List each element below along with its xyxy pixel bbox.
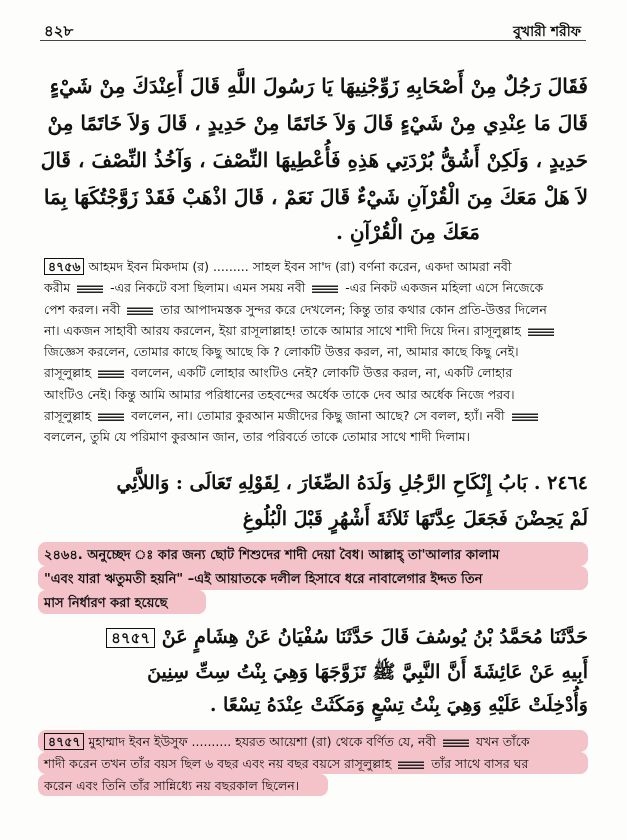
salutation-mark-icon <box>77 284 103 293</box>
bengali-line: জিজ্ঞেস করলেন, তোমার কাছে কিছু আছে কি ? লোকটি উত্তর করল, না, আমার কাছে কিছু নেই। <box>44 344 519 360</box>
arabic-line: قَالَ مَا عِنْدِي مِنْ شَيْءٍ قَالَ وَلاَ خَاتَمًا مِنْ حَدِيدٍ ، قَالَ وَلاَ خَاتَمًا مِنْ <box>47 111 588 135</box>
chapter-arabic-line: لَمْ يَحِضْنَ فَجَعَلَ عِدَّتَهَا ثَلاَثَةَ أَشْهُرٍ قَبْلَ الْبُلُوغِ <box>242 508 588 530</box>
bengali-line: বললেন, তুমি যে পরিমাণ কুরআন জান, তার পরিবর্তে তাকে তোমার সাথে শাদী দিলাম। <box>44 429 470 445</box>
bengali-translation-2 <box>44 731 584 797</box>
bengali-line: "এবং যারা ঋতুমতী হয়নি" –এই আয়াতকে দলীল হিসাবে ধরে নাবালেগার ইদ্দত তিন <box>44 572 483 587</box>
bengali-line: করেন এবং তিনি তাঁর সান্নিধ্যে নয় বছরকাল ছিলেন। <box>44 778 300 793</box>
arabic-line: وَأُدْخِلَتْ عَلَيْهِ وَهِيَ بِنْتُ تِسْعٍ وَمَكَثَتْ عِنْدَهُ تِسْعًا . <box>209 694 588 716</box>
salutation-mark-icon <box>528 327 554 336</box>
salutation-mark-icon <box>443 738 469 747</box>
hadith-number-box: ৪৭৫৬ <box>44 258 84 275</box>
bengali-translation-1 <box>44 256 584 448</box>
bengali-line: রাসূলুল্লাহ বললেন, না। তোমার কুরআন মজীদের কিছু জানা আছে? সে বলল, হ্যাঁ। নবী <box>44 405 584 426</box>
hadith-number-box: ৪৭৫৭ <box>106 628 155 648</box>
salutation-mark-icon <box>512 412 538 421</box>
page-number: ৪২৮ <box>44 22 74 40</box>
running-title: বুখারী শরীফ <box>513 24 581 40</box>
bengali-line: পেশ করল। নবী তার আপাদমস্তক সুন্দর করে দেখলেন; কিন্তু তার কথার কোন প্রতি-উত্তর দিলেন <box>44 301 547 317</box>
bengali-line: না। একজন সাহাবী আরয করলেন, ইয়া রাসূলাল্লাহ! তাকে আমার সাথে শাদী দিয়ে দিন। রাসূলুল্লাহ <box>44 320 584 341</box>
bengali-line: রাসূলুল্লাহ বললেন, একটি লোহার আংটিও নেই? লোকটি উত্তর করল, না, একটি লোহার <box>44 365 513 381</box>
arabic-line: لاَ هَلْ مَعَكَ مِنَ الْقُرْآنِ شَيْءٌ قَالَ نَعَمْ ، قَالَ اذْهَبْ فَقَدْ زَوَّجْتُكَهَا بِمَا <box>43 185 588 209</box>
arabic-line: حَدِيدٍ ، وَلَكِنْ أَشُقُّ بُرْدَتِي هَذِهِ فَأُعْطِيهَا النِّصْفَ ، وَآخُذُ النِّصْفَ ، قَالَ <box>40 148 588 172</box>
bengali-line: আংটিও নেই। কিন্তু আমি আমার পরিধানের তহবন্দের অর্ধেক তাকে দেব আর অর্ধেক নিজে পরব। <box>44 386 515 402</box>
salutation-mark-icon <box>98 369 124 378</box>
salutation-mark-icon <box>98 412 124 421</box>
bengali-line: ৪৭৫৬ আহমদ ইবন মিকদাম (র) ......... সাহল ইবন সা'দ (রা) বর্ণনা করেন, একদা আমরা নবী <box>44 256 584 277</box>
salutation-mark-icon <box>312 284 338 293</box>
header-rule <box>40 40 586 41</box>
salutation-mark-icon <box>127 306 153 315</box>
bengali-line: ২৪৬৪. অনুচ্ছেদ ঃ কার জন্য ছোট শিশুদের শাদী দেয়া বৈধ। আল্লাহ্ তা'আলার কালাম <box>44 548 500 563</box>
hadith-number-box: ৪৭৫৭ <box>44 733 84 750</box>
chapter-arabic-line: ٢٤٦٤ . بَابُ إِنْكَاحِ الرَّجُلِ وَلَدَهُ الصِّغَارَ ، لِقَوْلِهِ تَعَالَى : وَاللاَّئِي <box>116 472 588 494</box>
arabic-line: أَبِيهِ عَنْ عَائِشَةَ أَنَّ النَّبِيَّ ﷺ تَزَوَّجَهَا وَهِيَ بِنْتُ سِتِّ سِنِينَ <box>147 661 588 683</box>
arabic-line: مَعَكَ مِنَ الْقُرْآنِ . <box>335 220 480 244</box>
bengali-line: মাস নির্ধারণ করা হয়েছে <box>44 596 168 611</box>
arabic-line: فَقَالَ رَجُلٌ مِنْ أَصْحَابِهِ زَوِّجْنِيهَا يَا رَسُولَ اللَّهِ قَالَ أَعِنْدَكَ مِنْ شَيْءٍ <box>49 74 588 98</box>
bengali-line: শাদী করেন তখন তাঁর বয়স ছিল ৬ বছর এবং নয় বছর বয়সে রাসূলুল্লাহ তাঁর সাথে বাসর ঘর <box>44 756 529 771</box>
bengali-line: করীম -এর নিকটে বসা ছিলাম। এমন সময় নবী -এর নিকট একজন মহিলা এসে নিজেকে <box>44 280 544 296</box>
chapter-bengali-heading <box>44 544 584 616</box>
bengali-line: ৪৭৫৭ মুহাম্মাদ ইবন ইউসুফ .......... হযরত আয়েশা (রা) থেকে বর্ণিত যে, নবী যখন তাঁকে <box>44 731 584 753</box>
salutation-mark-icon <box>398 760 424 769</box>
arabic-line: حَدَّثَنَا مُحَمَّدُ بْنُ يُوسُفَ قَالَ حَدَّثَنَا سُفْيَانُ عَنْ هِشَامٍ عَنْ ৪৭৫৭ <box>40 620 588 654</box>
